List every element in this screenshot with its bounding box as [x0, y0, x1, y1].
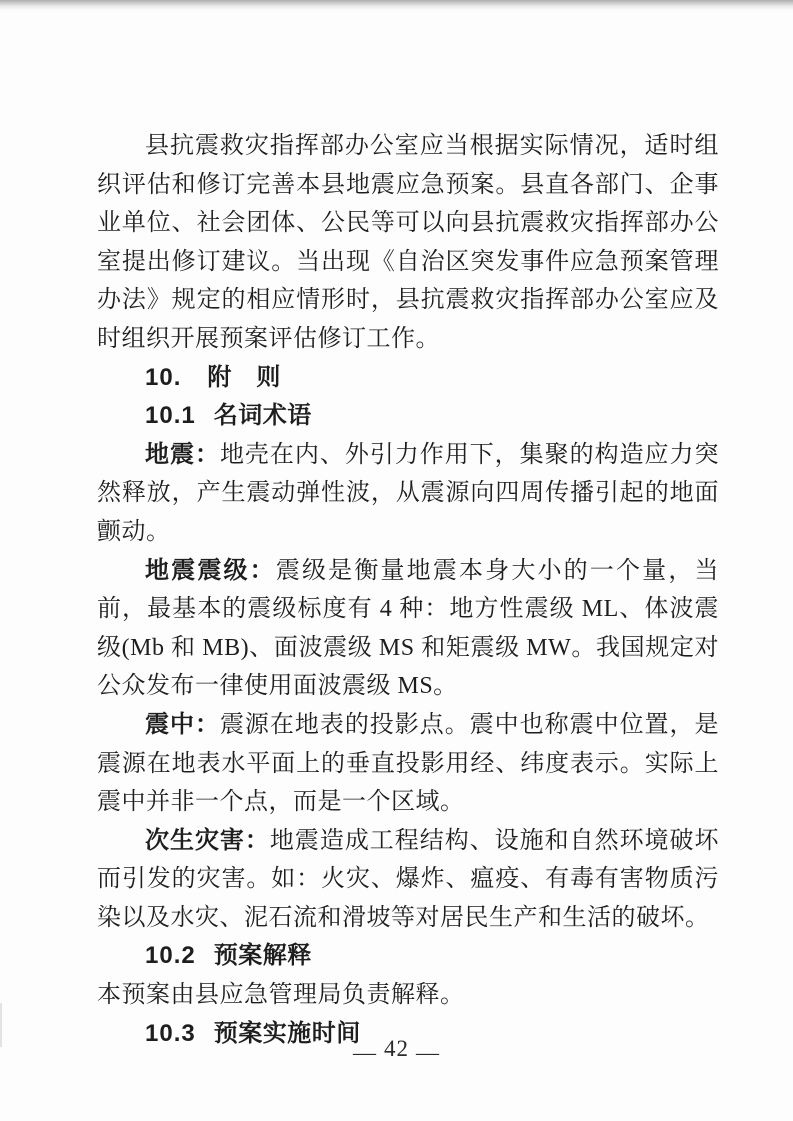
term-label-secondary-disaster: 次生灾害：: [145, 826, 270, 854]
footer-left-dash: —: [353, 1040, 377, 1065]
section-10-2-number: 10.2: [145, 942, 196, 970]
term-label-epicenter: 震中：: [145, 710, 220, 738]
term-definition-earthquake: 地壳在内、外引力作用下，集聚的构造应力突然释放，产生震动弹性波，从震源向四周传播引起的地面颤动。: [97, 441, 720, 545]
paragraph-plan-revision: 县抗震救灾指挥部办公室应当根据实际情况，适时组织评估和修订完善本县地震应急预案。县直各部门、企事业单位、社会团体、公民等可以向县抗震救灾指挥部办公室提出修订建议。当出现《自治区突发事件应急预案管理办法》规定的相应情形时，县抗震救灾指挥部办公室应及时组织开展预案评估修订工作。: [97, 133, 719, 352]
section-heading-10-2: [97, 937, 719, 976]
section-heading-10-1: [97, 397, 719, 436]
term-paragraph-epicenter: [97, 706, 719, 822]
section-heading-10: [97, 359, 719, 398]
term-paragraph-secondary-disaster: [97, 822, 719, 938]
term-definition-secondary-disaster: 地震造成工程结构、设施和自然环境破坏而引发的灾害。如：火灾、爆炸、瘟疫、有毒有害物质污染以及水灾、泥石流和滑坡等对居民生产和生活的破坏。: [97, 827, 720, 931]
section-10-1-number: 10.1: [145, 402, 196, 430]
footer-right-dash: —: [416, 1040, 440, 1065]
term-definition-epicenter: 震源在地表的投影点。震中也称震中位置，是震源在地表水平面上的垂直投影用经、纬度表示。实际上震中并非一个点，而是一个区域。: [97, 711, 720, 816]
section-10-1-title: 名词术语: [213, 402, 312, 430]
section-10-number: 10.: [145, 363, 182, 391]
section-10-title: 附 则: [207, 363, 281, 391]
paragraph-interpretation: 本预案由县应急管理局负责解释。: [97, 982, 465, 1009]
page-number: 42: [384, 1036, 409, 1061]
term-label-magnitude: 地震震级：: [145, 556, 276, 584]
section-10-2-title: 预案解释: [213, 942, 312, 970]
term-definition-magnitude: 震级是衡量地震本身大小的一个量，当前，最基本的震级标度有 4 种：地方性震级 ML、体波震级(Mb 和 MB)、面波震级 MS 和矩震级 MW。我国规定对公众发布一律使用面波震级 MS。: [97, 557, 720, 700]
term-paragraph-magnitude: [97, 552, 719, 706]
section-10-3-title: 预案实施时间: [213, 1019, 361, 1047]
page-footer: [0, 1036, 793, 1065]
section-10-3-number: 10.3: [145, 1019, 196, 1047]
term-paragraph-earthquake: [97, 436, 719, 552]
term-label-earthquake: 地震：: [145, 440, 220, 468]
